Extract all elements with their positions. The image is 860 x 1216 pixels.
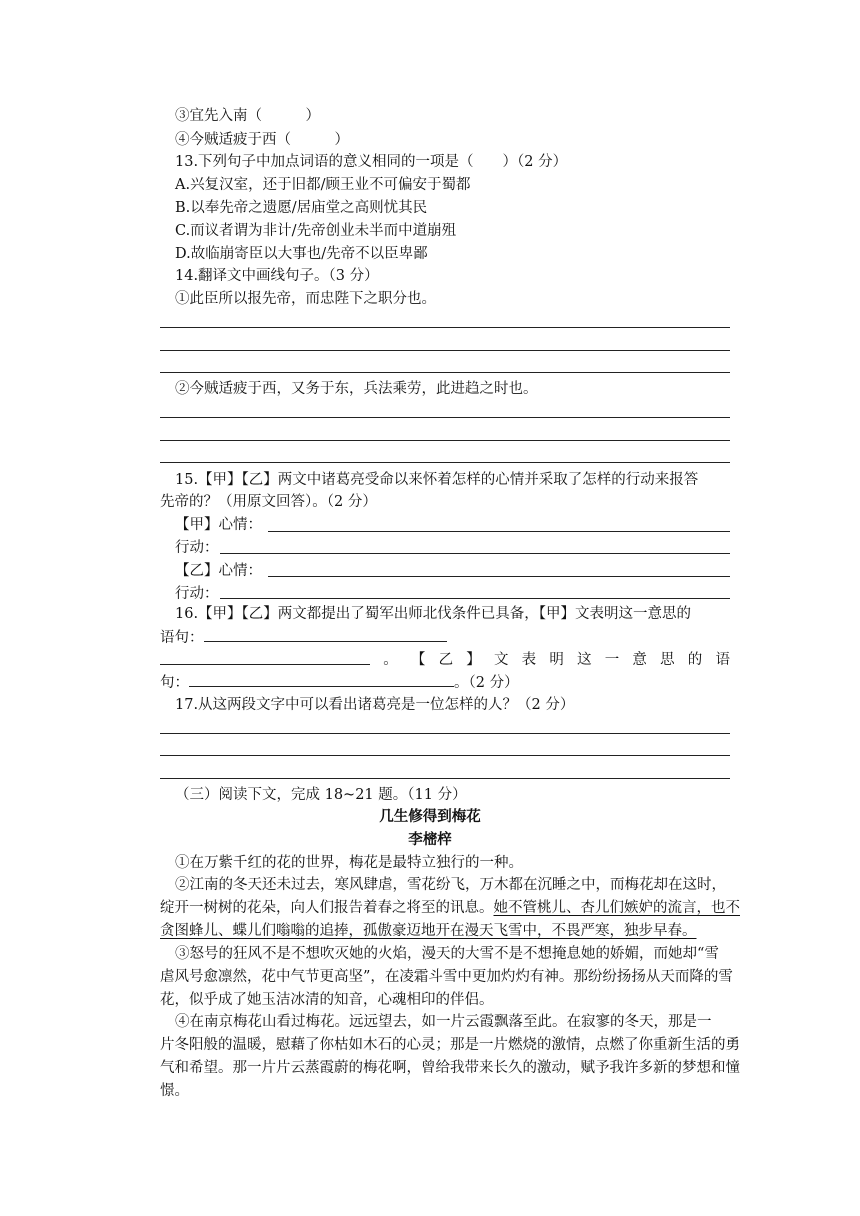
q14-sentence-1: ①此臣所以报先帝，而忠陛下之职分也。 xyxy=(175,291,436,307)
essay-paragraph-2-line3 xyxy=(160,921,697,941)
essay-author: 李樒梓 xyxy=(408,832,452,848)
q15-action2-blank[interactable] xyxy=(220,598,730,599)
section3-intro: （三）阅读下文，完成 18~21 题。（11 分） xyxy=(175,787,467,803)
p2-underlined-sentence: 她不管桃儿、杏儿们嫉妒的流言，也不 xyxy=(493,900,740,916)
q16-jia-blank[interactable] xyxy=(204,627,447,642)
essay-paragraph-4-line4: 憬。 xyxy=(160,1083,189,1099)
p2-underlined-sentence-cont: 贪图蜂儿、蝶儿们嗡嗡的追捧，孤傲豪迈地开在漫天飞雪中，不畏严寒，独步早春。 xyxy=(160,923,697,939)
essay-paragraph-4-line1: ④在南京梅花山看过梅花。远远望去，如一片云霞飘落至此。在寂寥的冬天，那是一 xyxy=(175,1014,712,1030)
answer-line[interactable] xyxy=(160,778,730,779)
q13-option-b: B.以奉先帝之遗愿/居庙堂之高则忧其民 xyxy=(175,200,428,216)
q12-item4: ④今贼适疲于西（ ） xyxy=(175,132,349,148)
q13-stem: 13.下列句子中加点词语的意义相同的一项是（ ）（2 分） xyxy=(175,154,568,170)
essay-paragraph-2-line1: ②江南的冬天还未过去，寒风肆虐，雪花纷飞，万木都在沉睡之中，而梅花却在这时， xyxy=(175,877,726,893)
essay-paragraph-3-line2: 虐风号愈凛然，花中气节更高坚”，在凌霜斗雪中更加灼灼有神。那纷纷扬扬从天而降的雪 xyxy=(160,969,733,985)
q16-line3 xyxy=(160,650,730,670)
q16-char: 。 xyxy=(383,652,398,668)
q16-char: 文 xyxy=(493,652,509,668)
q16-char: 的 xyxy=(687,652,703,668)
q13-option-d: D.故临崩寄臣以大事也/先帝不以臣卑鄙 xyxy=(175,246,428,262)
q15-jia-mood-label: 【甲】心情： xyxy=(175,517,262,533)
q16-jia-blank-cont[interactable] xyxy=(160,650,370,665)
q15-stem-line2: 先帝的？（用原文回答）。（2 分） xyxy=(160,494,377,510)
q16-prefix: 语句： xyxy=(160,630,204,646)
q16-line4-prefix: 句： xyxy=(160,675,189,691)
q16-stem-line2 xyxy=(160,627,447,648)
q13-option-a: A.兴复汉室，还于旧都/顾王业不可偏安于蜀都 xyxy=(175,177,471,193)
q16-line4 xyxy=(160,672,519,693)
q13-option-c: C.而议者谓为非计/先帝创业未半而中道崩殂 xyxy=(175,223,457,239)
essay-paragraph-4-line3: 气和希望。那一片片云蒸霞蔚的梅花啊，曾给我带来长久的激动，赋予我许多新的梦想和憧 xyxy=(160,1060,740,1076)
q16-char: 思 xyxy=(660,652,675,668)
q15-yi-mood-label: 【乙】心情： xyxy=(175,563,262,579)
answer-line[interactable] xyxy=(160,372,730,373)
q16-yi-blank[interactable] xyxy=(189,672,454,687)
q16-char: 明 xyxy=(549,652,564,668)
answer-line[interactable] xyxy=(160,755,730,756)
essay-paragraph-3-line3: 花，似乎成了她玉洁冰清的知音，心魂相印的伴侣。 xyxy=(160,992,494,1008)
essay-title: 几生修得到梅花 xyxy=(379,809,481,825)
essay-paragraph-4-line2: 片冬阳般的温暖，慰藉了你枯如木石的心灵；那是一片燃烧的激情，点燃了你重新生活的勇 xyxy=(160,1037,740,1053)
p2-plain-text: 绽开一树树的花朵，向人们报告着春之将至的讯息。 xyxy=(160,900,494,916)
q16-line4-suffix: 。（2 分） xyxy=(454,675,519,691)
q12-item3: ③宜先入南（ ） xyxy=(175,108,320,124)
q16-char: 【 xyxy=(410,652,426,668)
q16-stem-line1: 16.【甲】【乙】两文都提出了蜀军出师北伐条件已具备，【甲】文表明这一意思的 xyxy=(175,606,692,622)
q16-char: 乙 xyxy=(438,652,454,668)
q14-sentence-2: ②今贼适疲于西，又务于东，兵法乘劳，此进趋之时也。 xyxy=(175,381,538,397)
q15-stem-line1: 15.【甲】【乙】两文中诸葛亮受命以来怀着怎样的心情并采取了怎样的行动来报答 xyxy=(175,472,699,488)
q15-jia-mood-blank[interactable] xyxy=(268,531,730,532)
q16-char: 表 xyxy=(521,652,537,668)
answer-line[interactable] xyxy=(160,327,730,328)
essay-paragraph-1: ①在万紫千红的花的世界，梅花是最特立独行的一种。 xyxy=(175,855,523,871)
q15-action1-label: 行动： xyxy=(175,540,219,556)
essay-paragraph-2-line2 xyxy=(160,898,740,918)
answer-line[interactable] xyxy=(160,417,730,418)
q14-stem: 14.翻译文中画线句子。（3 分） xyxy=(175,268,379,284)
answer-line[interactable] xyxy=(160,462,730,463)
q16-char: 一 xyxy=(604,652,620,668)
q16-char: 语 xyxy=(715,652,730,668)
q16-char: 意 xyxy=(632,652,647,668)
q15-yi-mood-blank[interactable] xyxy=(268,576,730,577)
q17-stem: 17.从这两段文字中可以看出诸葛亮是一位怎样的人？（2 分） xyxy=(175,697,575,713)
essay-paragraph-3-line1: ③怒号的狂风不是不想吹灭她的火焰，漫天的大雪不是不想掩息她的娇媚，而她却“雪 xyxy=(175,946,719,962)
answer-line[interactable] xyxy=(160,440,730,441)
q15-action2-label: 行动： xyxy=(175,586,219,602)
answer-line[interactable] xyxy=(160,733,730,734)
q15-action1-blank[interactable] xyxy=(220,553,730,554)
q16-char: 】 xyxy=(466,652,481,668)
answer-line[interactable] xyxy=(160,350,730,351)
q16-char: 这 xyxy=(577,652,592,668)
